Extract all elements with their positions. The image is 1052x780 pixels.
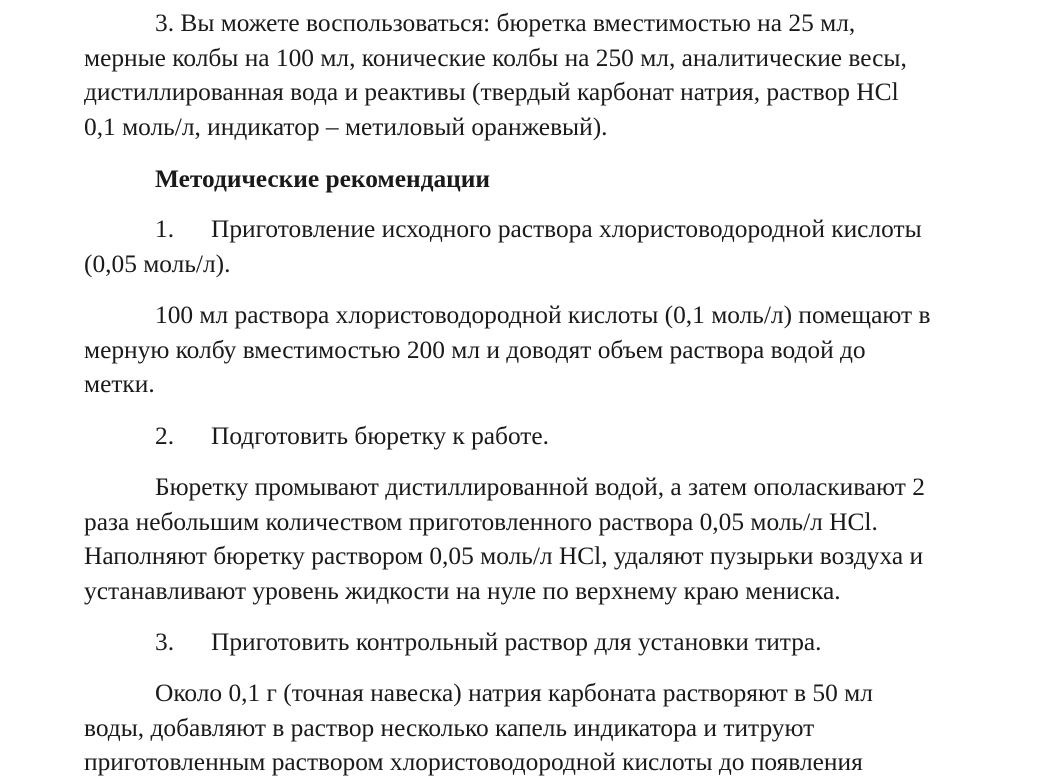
numbered-item-1 bbox=[84, 212, 1024, 281]
text-line: устанавливают уровень жидкости на нуле по верхнему краю мениска. bbox=[84, 576, 841, 605]
text-line: мерные колбы на 100 мл, конические колбы на 250 мл, аналитические весы, bbox=[84, 43, 907, 72]
text-line: Бюретку промывают дистиллированной водой, а затем ополаскивают 2 bbox=[155, 473, 925, 501]
text-line: мерную колбу вместимостью 200 мл и доводят объем раствора водой до bbox=[84, 335, 866, 364]
text-line: 100 мл раствора хлористоводородной кислоты (0,1 моль/л) помещают в bbox=[155, 301, 931, 329]
paragraph-dilution bbox=[84, 298, 1024, 402]
paragraph-control-solution bbox=[84, 676, 1024, 780]
text-line: дистиллированная вода и реактивы (твердый карбонат натрия, раствор HCl bbox=[84, 78, 899, 106]
text-line: Наполняют бюретку раствором 0,05 моль/л HCl, удаляют пузырьки воздуха и bbox=[84, 542, 924, 570]
section-heading: Методические рекомендации bbox=[155, 165, 491, 193]
paragraph-burette bbox=[84, 470, 1024, 608]
text-line: приготовленным раствором хлористоводородной кислоты до появления bbox=[84, 748, 863, 776]
text-line: раза небольшим количеством приготовленного раствора 0,05 моль/л HCl. bbox=[84, 507, 878, 536]
item-number: 1. bbox=[155, 215, 175, 243]
item-text: Подготовить бюретку к работе. bbox=[211, 422, 550, 450]
text-line: воды, добавляют в раствор несколько капель индикатора и титруют bbox=[84, 713, 815, 742]
text-line: 3. Вы можете воспользоваться: бюретка вместимостью на 25 мл, bbox=[155, 9, 856, 37]
text-line: 0,1 моль/л, индикатор – метиловый оранжевый). bbox=[84, 112, 608, 141]
item-text: Приготовление исходного раствора хлористоводородной кислоты bbox=[211, 215, 922, 243]
numbered-item-3 bbox=[84, 625, 1024, 660]
paragraph-equipment bbox=[84, 6, 1024, 144]
numbered-item-2 bbox=[84, 419, 1024, 454]
item-number: 3. bbox=[155, 628, 175, 656]
text-line: метки. bbox=[84, 370, 155, 398]
text-line: Около 0,1 г (точная навеска) натрия карбоната растворяют в 50 мл bbox=[155, 679, 873, 707]
item-number: 2. bbox=[155, 422, 175, 450]
item-text: Приготовить контрольный раствор для установки титра. bbox=[211, 628, 822, 656]
item-text-continued: (0,05 моль/л). bbox=[84, 249, 231, 278]
